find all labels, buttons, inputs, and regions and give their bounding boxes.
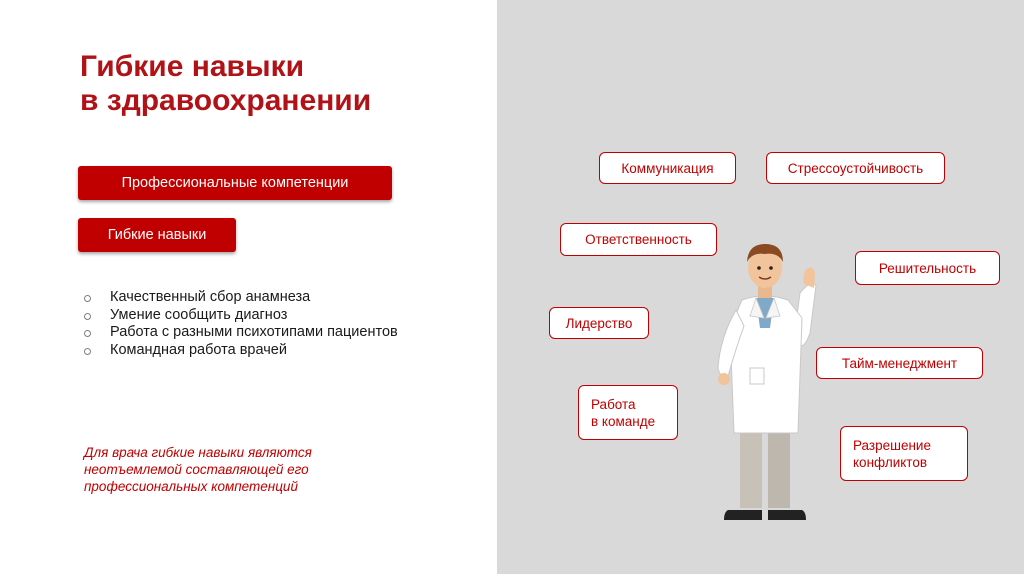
- list-item: [84, 289, 398, 307]
- slide-title: [80, 50, 371, 118]
- note-line-1: Для врача гибкие навыки являются: [84, 445, 312, 460]
- skill-tag-decisiveness: Решительность: [855, 251, 1000, 285]
- title-line-1: Гибкие навыки: [80, 50, 305, 83]
- skill-tag-conflict-resolution: [840, 426, 968, 481]
- skill-tag-leadership: Лидерство: [549, 307, 649, 339]
- bullet-icon: [84, 330, 91, 337]
- bullet-icon: [84, 348, 91, 355]
- note-line-3: профессиональных компетенций: [84, 479, 298, 494]
- soft-skills-list: [84, 289, 398, 359]
- conflict-line-1: Разрешение: [853, 437, 931, 453]
- teamwork-line-1: Работа: [591, 396, 636, 412]
- italic-note: [84, 444, 384, 495]
- teamwork-line-2: в команде: [591, 413, 656, 429]
- list-item-text: Качественный сбор анамнеза: [110, 289, 311, 305]
- skill-tag-time-management: Тайм-менеджмент: [816, 347, 983, 379]
- skill-tag-teamwork: [578, 385, 678, 440]
- title-line-2: в здравоохранении: [80, 84, 372, 117]
- bullet-icon: [84, 313, 91, 320]
- skill-tag-responsibility: Ответственность: [560, 223, 717, 256]
- note-line-2: неотъемлемой составляющей его: [84, 462, 309, 477]
- doctor-illustration: [690, 238, 840, 528]
- skill-tag-communication: Коммуникация: [599, 152, 736, 184]
- skill-tag-stress-resistance: Стрессоустойчивость: [766, 152, 945, 184]
- list-item: [84, 307, 398, 325]
- list-item-text: Работа с разными психотипами пациентов: [110, 324, 398, 340]
- list-item-text: Умение сообщить диагноз: [110, 306, 288, 323]
- professional-competencies-button[interactable]: Профессиональные компетенции: [78, 166, 392, 200]
- list-item: [84, 342, 398, 360]
- soft-skills-button[interactable]: Гибкие навыки: [78, 218, 236, 252]
- list-item-text: Командная работа врачей: [110, 341, 287, 358]
- list-item: [84, 324, 398, 342]
- bullet-icon: [84, 295, 91, 302]
- conflict-line-2: конфликтов: [853, 454, 928, 470]
